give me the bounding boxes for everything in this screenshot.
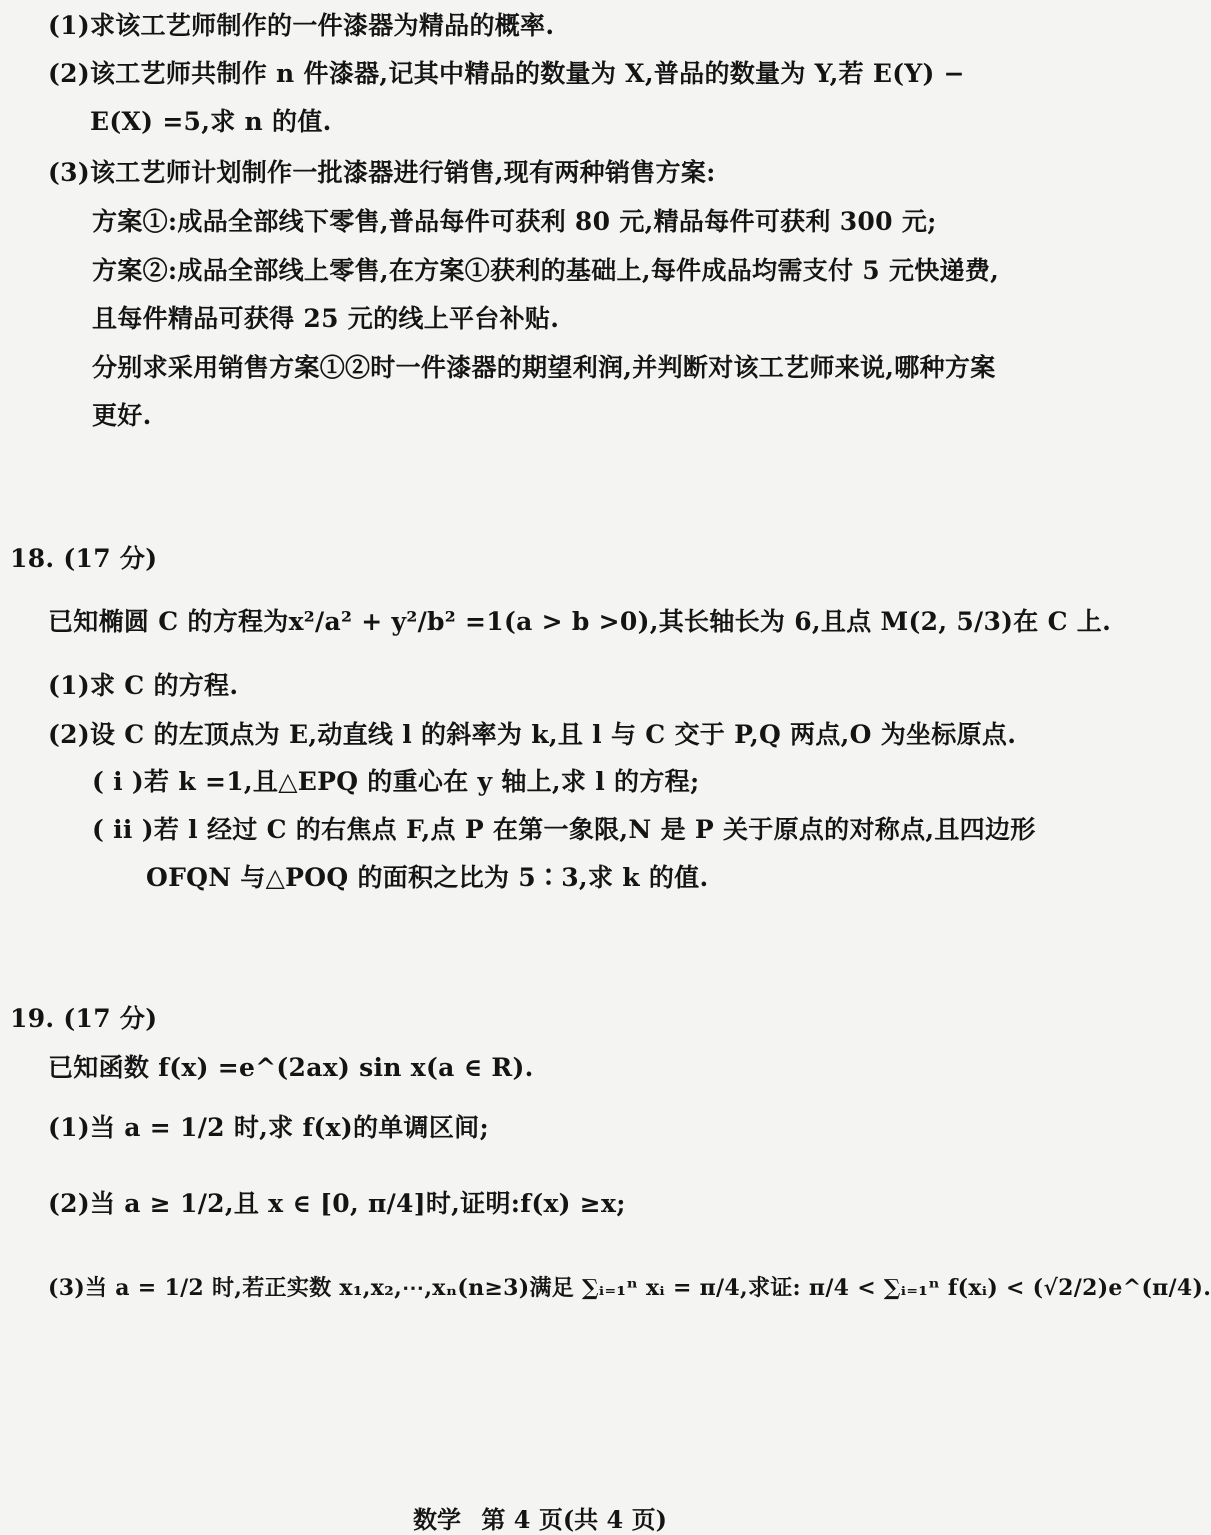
q17-ask-line1: 分别求采用销售方案①②时一件漆器的期望利润,并判断对该工艺师来说,哪种方案 xyxy=(92,353,996,382)
q17-part2-line1: (2)该工艺师共制作 n 件漆器,记其中精品的数量为 X,普品的数量为 Y,若 E(Y) − xyxy=(48,59,965,88)
q19-stem: 已知函数 f(x) =e^(2ax) sin x(a ∈ R). xyxy=(48,1053,534,1082)
q19-part3: (3)当 a = 1/2 时,若正实数 x₁,x₂,⋯,xₙ(n≥3)满足 ∑ᵢ₌₁ⁿ xᵢ = π/4,求证: π/4 < ∑ᵢ₌₁ⁿ f(xᵢ) < (√2/2)e^(π/4). xyxy=(48,1275,1211,1301)
q19-part1: (1)当 a = 1/2 时,求 f(x)的单调区间; xyxy=(48,1113,489,1142)
q17-part2-line2: E(X) =5,求 n 的值. xyxy=(90,107,332,136)
q18-part1: (1)求 C 的方程. xyxy=(48,671,239,700)
q18-part2: (2)设 C 的左顶点为 E,动直线 l 的斜率为 k,且 l 与 C 交于 P,Q 两点,O 为坐标原点. xyxy=(48,720,1017,749)
q18-part2-i: ( i )若 k =1,且△EPQ 的重心在 y 轴上,求 l 的方程; xyxy=(92,767,700,796)
footer-subject: 数学 xyxy=(413,1505,462,1534)
q19-part2: (2)当 a ≥ 1/2,且 x ∈ [0, π/4]时,证明:f(x) ≥x; xyxy=(48,1189,626,1218)
q18-stem: 已知椭圆 C 的方程为x²/a² + y²/b² =1(a > b >0),其长轴长为 6,且点 M(2, 5/3)在 C 上. xyxy=(48,607,1112,636)
q17-ask-line2: 更好. xyxy=(92,401,152,430)
q18-part2-ii-line2: OFQN 与△POQ 的面积之比为 5∶3,求 k 的值. xyxy=(146,863,709,892)
q17-plan1: 方案①:成品全部线下零售,普品每件可获利 80 元,精品每件可获利 300 元; xyxy=(92,207,937,236)
q17-plan2-line2: 且每件精品可获得 25 元的线上平台补贴. xyxy=(92,304,560,333)
q17-plan2-line1: 方案②:成品全部线上零售,在方案①获利的基础上,每件成品均需支付 5 元快递费, xyxy=(92,256,1000,285)
q17-part1: (1)求该工艺师制作的一件漆器为精品的概率. xyxy=(48,11,555,40)
q19-header: 19. (17 分) xyxy=(10,1004,158,1033)
q18-header: 18. (17 分) xyxy=(10,544,158,573)
q17-part3: (3)该工艺师计划制作一批漆器进行销售,现有两种销售方案: xyxy=(48,158,716,187)
page-footer xyxy=(0,1500,1080,1535)
footer-page-number: 第 4 页(共 4 页) xyxy=(481,1505,667,1534)
q18-part2-ii-line1: ( ii )若 l 经过 C 的右焦点 F,点 P 在第一象限,N 是 P 关于原点的对称点,且四边形 xyxy=(92,815,1036,844)
